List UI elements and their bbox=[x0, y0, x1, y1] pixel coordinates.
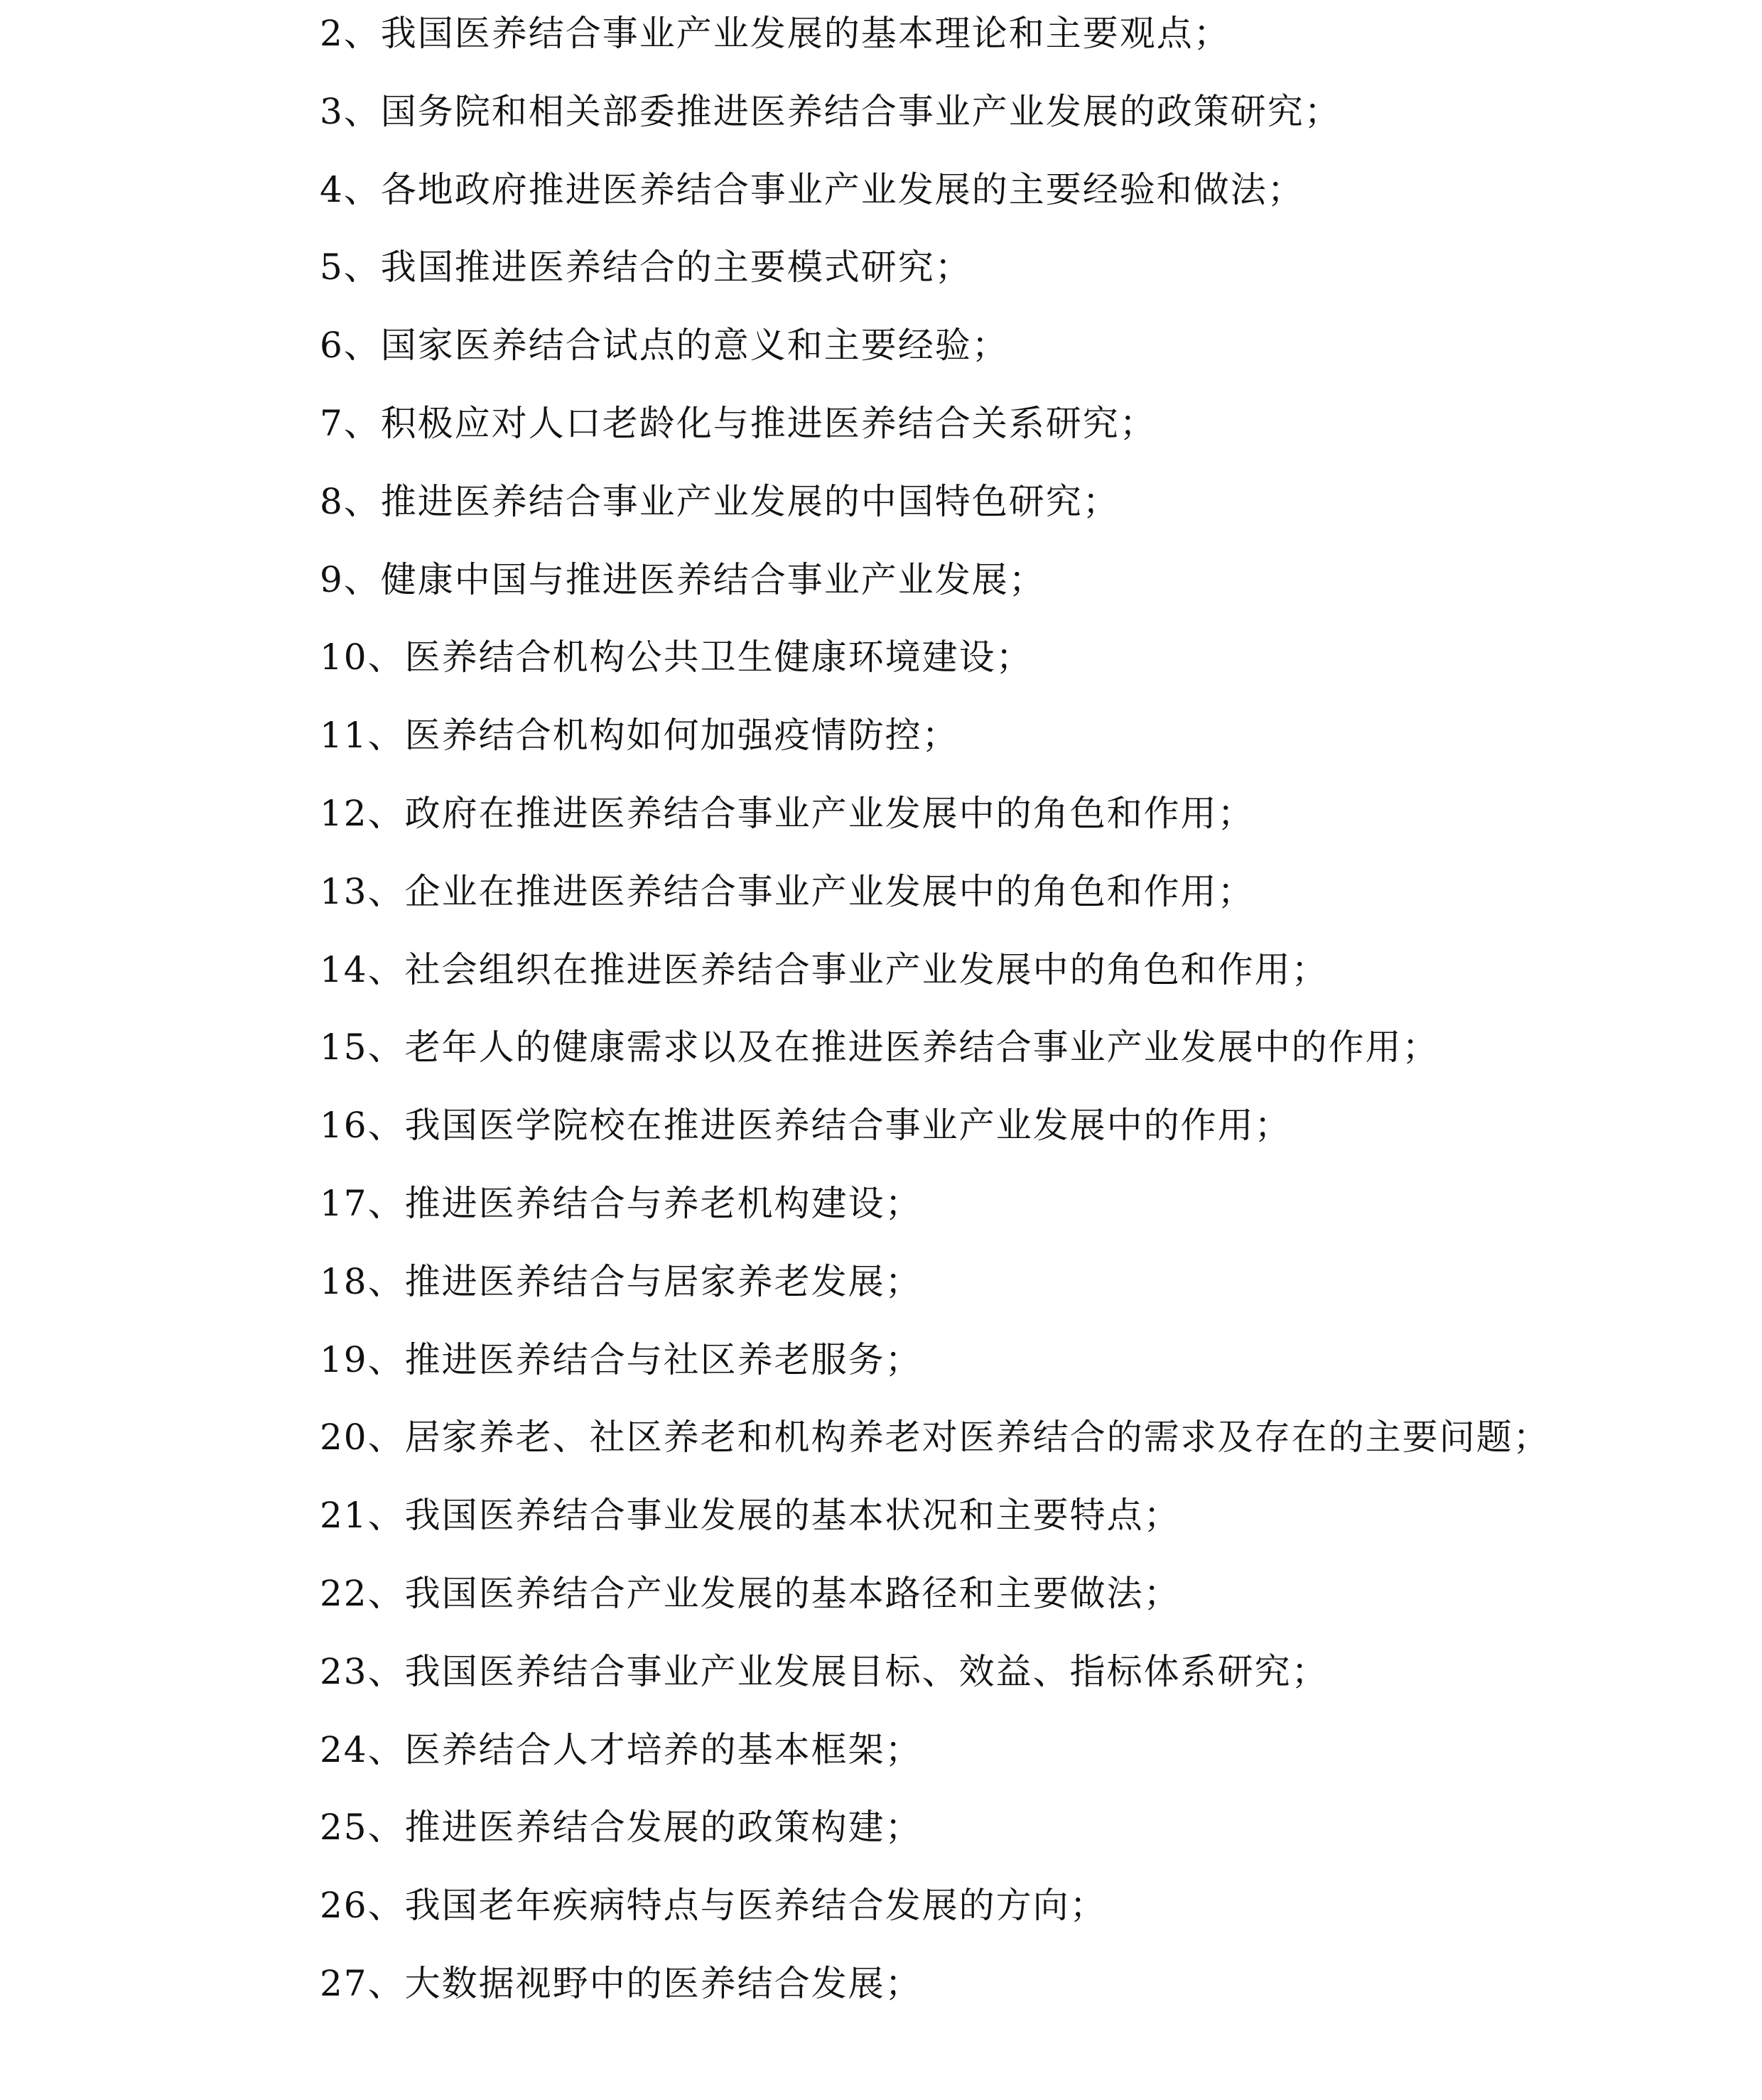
list-item: 27、大数据视野中的医养结合发展； bbox=[320, 1962, 922, 2004]
list-item: 7、积极应对人口老龄化与推进医养结合关系研究； bbox=[320, 402, 1157, 444]
list-item: 21、我国医养结合事业发展的基本状况和主要特点； bbox=[320, 1495, 1181, 1537]
list-item: 3、国务院和相关部委推进医养结合事业产业发展的政策研究； bbox=[320, 90, 1341, 132]
list-item: 9、健康中国与推进医养结合事业产业发展； bbox=[320, 558, 1046, 600]
topic-list bbox=[320, 0, 1550, 2023]
list-item: 10、医养结合机构公共卫生健康环境建设； bbox=[320, 637, 1033, 678]
list-item: 24、医养结合人才培养的基本框架； bbox=[320, 1728, 922, 1770]
list-item: 20、居家养老、社区养老和机构养老对医养结合的需求及存在的主要问题； bbox=[320, 1417, 1550, 1458]
list-item: 18、推进医养结合与居家养老发展； bbox=[320, 1260, 922, 1302]
list-item: 25、推进医养结合发展的政策构建； bbox=[320, 1807, 922, 1849]
list-item: 6、国家医养结合试点的意义和主要经验； bbox=[320, 325, 1009, 367]
list-item: 22、我国医养结合产业发展的基本路径和主要做法； bbox=[320, 1572, 1181, 1614]
list-item: 2、我国医养结合事业产业发展的基本理论和主要观点； bbox=[320, 13, 1231, 54]
list-item: 8、推进医养结合事业产业发展的中国特色研究； bbox=[320, 480, 1120, 522]
list-item: 16、我国医学院校在推进医养结合事业产业发展中的作用； bbox=[320, 1105, 1292, 1147]
list-item: 14、社会组织在推进医养结合事业产业发展中的角色和作用； bbox=[320, 948, 1329, 990]
list-item: 17、推进医养结合与养老机构建设； bbox=[320, 1182, 922, 1224]
list-item: 4、各地政府推进医养结合事业产业发展的主要经验和做法； bbox=[320, 168, 1304, 210]
list-item: 12、政府在推进医养结合事业产业发展中的角色和作用； bbox=[320, 792, 1255, 834]
list-item: 15、老年人的健康需求以及在推进医养结合事业产业发展中的作用； bbox=[320, 1027, 1439, 1068]
list-item: 26、我国老年疾病特点与医养结合发展的方向； bbox=[320, 1885, 1107, 1927]
list-item: 11、医养结合机构如何加强疫情防控； bbox=[320, 715, 959, 757]
list-item: 13、企业在推进医养结合事业产业发展中的角色和作用； bbox=[320, 870, 1255, 912]
list-item: 23、我国医养结合事业产业发展目标、效益、指标体系研究； bbox=[320, 1650, 1329, 1692]
list-item: 5、我国推进医养结合的主要模式研究； bbox=[320, 247, 972, 288]
list-item: 19、推进医养结合与社区养老服务； bbox=[320, 1338, 922, 1380]
